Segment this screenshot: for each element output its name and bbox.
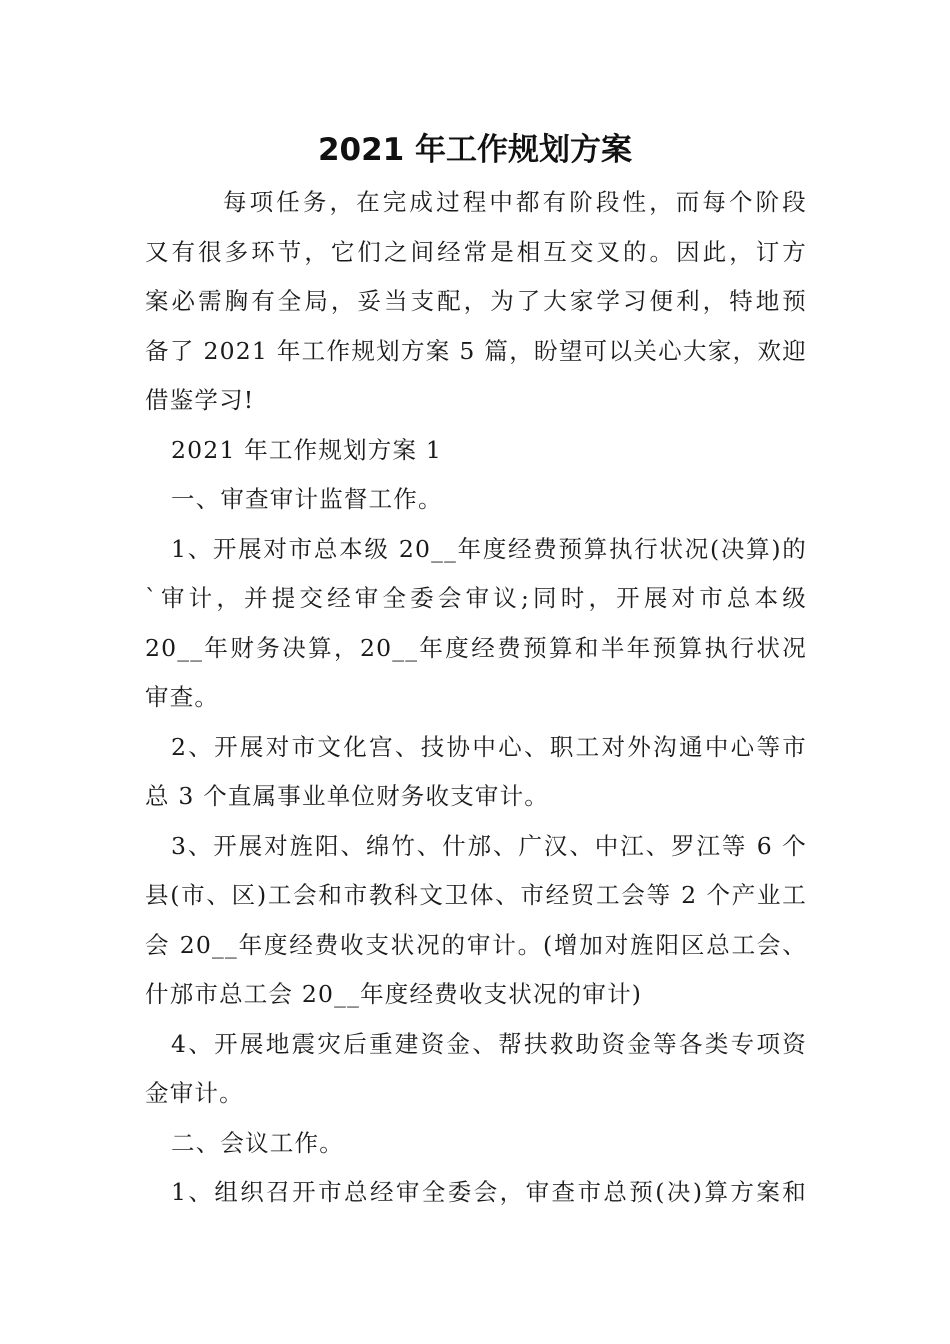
paragraph-line: `审计，并提交经审全委会审议;同时，开展对市总本级 — [145, 584, 807, 612]
paragraph-line: 借鉴学习! — [145, 386, 255, 414]
paragraph-line: 案必需胸有全局，妥当支配，为了大家学习便利，特地预 — [145, 287, 807, 315]
paragraph-line: 2、开展对市文化宫、技协中心、职工对外沟通中心等市 — [171, 732, 807, 761]
paragraph-line: 备了 2021 年工作规划方案 5 篇，盼望可以关心大家，欢迎 — [145, 336, 807, 365]
paragraph-line: 4、开展地震灾后重建资金、帮扶救助资金等各类专项资 — [171, 1029, 807, 1058]
document-body — [145, 178, 807, 1218]
paragraph-line: 3、开展对旌阳、绵竹、什邡、广汉、中江、罗江等 6 个 — [171, 831, 807, 860]
paragraph-line: 审查。 — [145, 683, 220, 711]
section-heading: 2021 年工作规划方案 1 — [171, 435, 442, 464]
document-title: 2021 年工作规划方案 — [317, 132, 633, 168]
paragraph-line: 县(市、区)工会和市教科文卫体、市经贸工会等 2 个产业工 — [145, 881, 807, 909]
paragraph-line: 1、开展对市总本级 20__年度经费预算执行状况(决算)的 — [171, 534, 807, 563]
section-heading: 一、审查审计监督工作。 — [171, 485, 443, 513]
paragraph-line: 每项任务，在完成过程中都有阶段性，而每个阶段 — [223, 188, 807, 216]
section-heading: 二、会议工作。 — [171, 1128, 344, 1157]
paragraph-line: 什邡市总工会 20__年度经费收支状况的审计) — [145, 980, 643, 1008]
paragraph-line: 会 20__年度经费收支状况的审计。(增加对旌阳区总工会、 — [145, 930, 807, 959]
paragraph-line: 20__年财务决算，20__年度经费预算和半年预算执行状况 — [145, 633, 807, 662]
paragraph-line: 总 3 个直属事业单位财务收支审计。 — [145, 782, 549, 810]
paragraph-line: 1、组织召开市总经审全委会，审查市总预(决)算方案和 — [171, 1178, 807, 1206]
paragraph-line: 金审计。 — [145, 1079, 244, 1107]
paragraph-line: 又有很多环节，它们之间经常是相互交叉的。因此，订方 — [145, 237, 807, 266]
